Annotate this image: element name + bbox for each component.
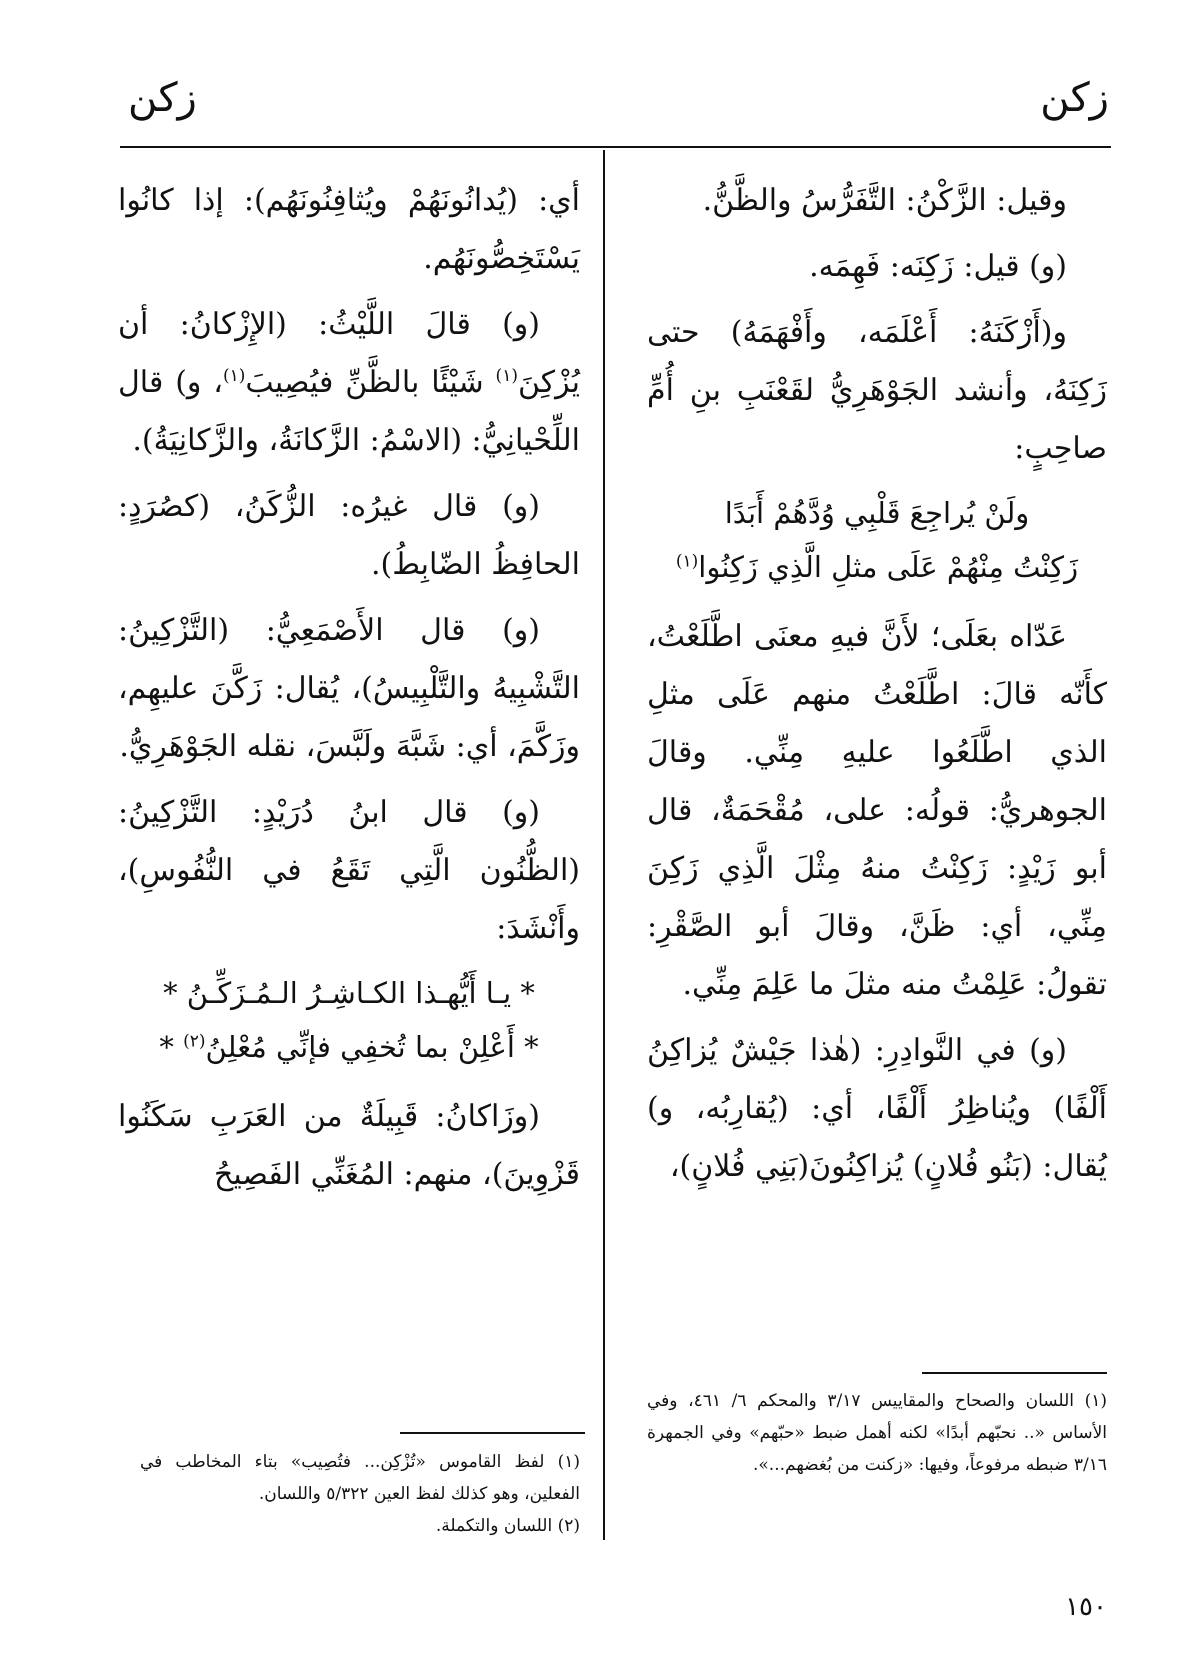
footnote-marker: (١) [675,551,699,572]
footnote-right-1: (١) اللسان والصحاح والمقاييس ٣/١٧ والمحكم ٦/ ٤٦١، وفي الأساس «.. نحبّهم أبدًا» لكنه أهمل ضبط «حبّهم» وفي الجمهرة ٣/١٦ ضبطه مرفوعاً، وفيها: «زكنت من بُغضهم...». [647,1391,1107,1475]
right-paragraph-3: و(أَزْكَنَهُ: أَعْلَمَه، وأَفْهَمَهُ) حتى زَكِنَهُ، وأنشد الجَوْهَرِيُّ لقَعْنَبِ بنِ أُمِّ صاحِبٍ: [647,315,1107,466]
right-verse-block [647,486,1107,594]
left-paragraph-6: (وزَاكانُ: قَبِيلَةٌ من العَرَبِ سَكَنُوا قَزْوِينَ)، منهم: المُغَنِّي الفَصِيحُ [118,1099,580,1192]
right-verse-line-2-text: زَكِنْتُ مِنْهُمْ عَلَى مثلِ الَّذِي زَكِنُوا [698,550,1079,584]
running-header-right: زكن [1040,75,1109,121]
right-paragraph-4: عَدّاه بعَلَى؛ لأَنَّ فيهِ معنَى اطَّلَعْتُ، كأَنّه قالَ: اطَّلَعْتُ منهم عَلَى مثلِ الذي اطَّلَعُوا عليهِ مِنِّي. وقالَ الجوهريُّ: قولُه: على، مُقْحَمَةٌ، قال أبو زَيْدٍ: زَكِنْتُ منهُ مِثْلَ الَّذِي زَكِنَ مِنِّي، أي: ظَنَّ، وقالَ أبو الصَّقْرِ: تقولُ: عَلِمْتُ منه مثلَ ما عَلِمَ مِنِّي. [647,619,1107,1002]
left-paragraph-1: أي: (يُدانُونَهُمْ ويُثافِنُونَهُم): إذا كانُوا يَسْتَخِصُّونَهُم. [118,183,580,276]
left-paragraph-2-part-b: شَيْئًا بالظَّنِّ فيُصِيبَ [245,365,484,400]
right-verse-line-1: ولَنْ يُراجِعَ قَلْبِي وُدَّهُمْ أَبَدًا [724,496,1030,530]
left-verse-line-2-text: * أَعْلِنْ بما تُخفِي فإنِّي مُعْلِنُ [205,1030,539,1064]
right-verse-line-2 [647,540,1107,594]
left-paragraph-2-part-a: (و) قالَ اللَّيْثُ: (الإِزْكانُ: أن يُزْكِنَ [118,307,580,400]
footnote-marker: (١) [222,366,246,386]
footnote-left-2: (٢) اللسان والتكملة. [435,1516,580,1536]
left-verse-line-2-end: * [159,1030,184,1064]
footnote-left-1: (١) لفظ القاموس «تُزْكِن... فتُصِيب» بتاء المخاطب في الفعلين، وهو كذلك لفظ العين ٥/٣٢٢ واللسان. [140,1452,580,1504]
left-verse-line-1: * يـا أَيُّهـذا الكـاشِـرُ الـمُـزَكِّـنُ * [163,976,535,1010]
left-paragraph-4: (و) قال الأَصْمَعِيُّ: (التَّزْكِينُ: التَّشْبِيهُ والتَّلْبِيسُ)، يُقال: زَكَّنَ عليهِم، وزَكَّمَ، أي: شَبَّهَ ولَبَّسَ، نقله الجَوْهَرِيُّ. [118,613,580,764]
header-rule [120,146,1111,148]
page-number: ١٥٠ [1065,1592,1107,1622]
right-paragraph-1: وقيل: الزَّكْنُ: التَّفَرُّسُ والظَّنُّ. [702,183,1067,218]
left-verse-block [118,966,580,1074]
right-paragraph-2: (و) قيل: زَكِنَه: فَهِمَه. [809,249,1067,284]
left-paragraph-3: (و) قال غيرُه: الزُّكَنُ، (كصُرَدٍ: الحافِظُ الضّابِطُ). [118,489,580,582]
left-paragraph-2-part-c: ، و) قال اللِّحْيانِيُّ: (الاسْمُ: الزَّكانَةُ، والزَّكانِيَةُ). [118,365,580,458]
column-divider [603,150,605,1540]
footnote-marker: (٢) [183,1031,206,1052]
footnote-marker: (١) [495,366,518,386]
footnote-rule-left [400,1432,585,1434]
running-header-left: زكن [128,75,197,121]
left-verse-line-2 [118,1020,580,1074]
left-paragraph-2 [118,296,580,470]
footnotes-right [647,1385,1107,1481]
right-paragraph-5: (و) في النَّوادِرِ: (هٰذا جَيْشٌ يُزاكِنُ أَلْفًا) ويُناظِرُ أَلْفًا، أي: (يُقارِبُه، و) يُقال: (بَنُو فُلانٍ) يُزاكِنُونَ(بَنِي فُلانٍ)، [647,1033,1107,1184]
footnote-rule-right [922,1372,1107,1374]
left-column [118,172,580,1212]
right-column [647,172,1107,1204]
footnotes-left [140,1446,580,1542]
left-paragraph-5: (و) قال ابنُ دُرَيْدٍ: التَّزْكِينُ: (الظُّنُون الَّتِي تَقَعُ في النُّفُوسِ)، وأَنْشَدَ: [118,795,580,946]
